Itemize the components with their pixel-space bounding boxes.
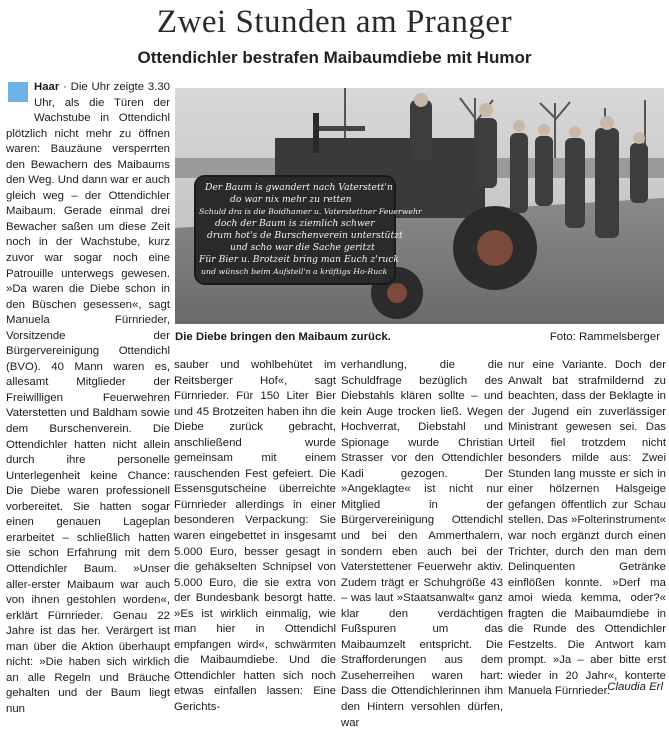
sign-line-8: und wünsch beim Aufstell'n a kräftigs Ho-Ruck <box>201 267 388 276</box>
tractor-roof <box>315 126 365 131</box>
section-marker-icon <box>8 82 28 102</box>
article-column-4 <box>508 358 666 700</box>
sign-line-3: Schuld dra is die Boidhamer u. Vaterstettner Feuerwehr <box>199 207 422 216</box>
author-byline: Claudia Erl <box>607 681 663 693</box>
sign-line-4: doch der Baum is ziemlich schwer <box>215 218 375 229</box>
article-column-3 <box>341 358 503 731</box>
photo-caption-row <box>175 329 664 345</box>
lead-text: · Die Uhr zeigte 3.30 Uhr, als die Türen der Wachstube in Ottendichl plötzlich nicht mehr zu öffnen waren: Bauzäune versperrten den Bewachern des Maibaums den Weg. Und dann war er auch gleich weg – der Ottendichler Maibaum. Gerade einmal drei Bewacher saßen um diese Zeit noch in der Wachstube, kurz zuvor war sogar noch eine Patrouille unterwegs gewesen. »Da waren die Diebe schon in den Büschen gesessen«, sagt Manuela Fürnrieder, Vorsitzende der Bürgervereinigung Ottendichl (BVO). 40 Mann waren es, allesamt Mitglieder der Freiwilligen Feuerwehren Vaterstetten und Baldham sowie dem Burschenverein. Die Ottendichler hatten nicht allein durch ihre personelle Unterlegenheit keine Chance: Die Diebe waren professionell vorbereitet. Sie hatten sogar einen genauen Lageplan erarbeitet – schließlich hatten sie schon Erfahrung mit dem Ottendichler Baum. »Unser aller-erster Maibaum war auch von ihnen gestohlen worden«, erklärt Fürnrieder. Genau 22 Jahre ist das her. Verärgert ist man über die Aktion überhaupt nicht: »Die haben sich wirklich an alle Regeln und Bräuche gehalten und der Baum liegt nun <box>6 81 170 715</box>
paragraph-lead <box>6 80 170 717</box>
column-4-text: nur eine Variante. Doch der Anwalt bat strafmildernd zu beachten, dass der Beklagte in der Jugend ein zuverlässiger Ministrant gewesen sei. Das Urteil fiel trotzdem nicht besonders milde aus: Zwei Stunden lang musste er sich in einer hölzernen Halsgeige gefangen öffentlich zur Schau stellen. Das »Folterinstrument« war noch ergänzt durch einen Trichter, durch den man dem Delinquenten Getränke einflößen konnte. »Derf ma amoi wieda kemma, oder?« fragten die Maibaumdiebe in die Runde des Ottendichler Festzelts. Die Antwort kam prompt. »Ja – aber bitte erst wieder in 20 Jahr«, konterte Manuela Fürnrieder. <box>508 359 666 698</box>
sign-line-7: Für Bier u. Brotzeit bring man Euch z'ruck <box>199 254 399 265</box>
tractor-exhaust <box>313 113 319 153</box>
article-column-2 <box>174 358 336 716</box>
tractor-rear-hub <box>477 230 513 266</box>
sign-line-2: do war nix mehr zu retten <box>230 194 352 205</box>
photo-caption: Die Diebe bringen den Maibaum zurück. <box>175 331 391 343</box>
subheadline: Ottendichler bestrafen Maibaumdiebe mit Humor <box>137 48 532 67</box>
column-3-text: verhandlung, die die Schuldfrage bezüglich des Diebstahls klären sollte – und kein Auge trocken ließ. Wegen Hochverrat, Diebstahl und Spionage wurde Christian Strasser vor den Ottendichler Kadi gezogen. Der »Angeklagte« ist nicht nur Mitglied in der Bürgervereinigung Ottendichl und bei den Ammerthalern, sondern eben auch bei der Vaterstettener Feuerwehr aktiv. Zudem trägt er Schuhgröße 43 – was laut »Staatsanwalt« ganz klar den verdächtigen Fußspuren um das Maibaumzelt entspricht. Die Strafforderungen aus dem Zuseherreihen waren hart: Dass die Ottendichlerinnen ihm den Hintern versohlen dürfen, war <box>341 359 503 729</box>
article-column-1 <box>6 80 170 717</box>
tractor-photo-illustration <box>175 88 664 324</box>
dateline-location: Haar <box>34 81 60 93</box>
headline: Zwei Stunden am Pranger <box>156 4 513 40</box>
sign-line-5: drum hot's de Burschenverein unterstützt <box>207 230 403 241</box>
photo-credit: Foto: Rammelsberger <box>549 331 660 343</box>
sign-line-6: und scho war die Sache geritzt <box>230 242 375 253</box>
article-photo <box>175 88 664 324</box>
tractor-front-hub <box>387 283 407 303</box>
column-2-text: sauber und wohlbehütet im Reitsberger Hof«, sagt Fürnrieder. Für 150 Liter Bier und 45 Brotzeiten haben ihn die Diebe zurück gebracht, anschließend wurde gemeinsam mit einem rauschenden Fest gefeiert. Die Essensgutscheine überreichte Fürnrieder allerdings in einer besonderen Verpackung: Sie waren eingebettet in insgesamt 5.000 Euro, besser gesagt in die gehäkselten Schnipsel von 5.000 Euro, die sie extra von der Bundesbank besorgt hatte. »Es ist wirklich einmalig, wie man hier in Ottendichl empfangen wird«, schwärmten die Maibaumdiebe. Und die Ottendichler hatten sich noch etwas einfallen lassen: Eine Gerichts- <box>174 359 336 714</box>
sign-line-1: Der Baum is gwandert nach Vaterstett'n <box>205 182 393 193</box>
